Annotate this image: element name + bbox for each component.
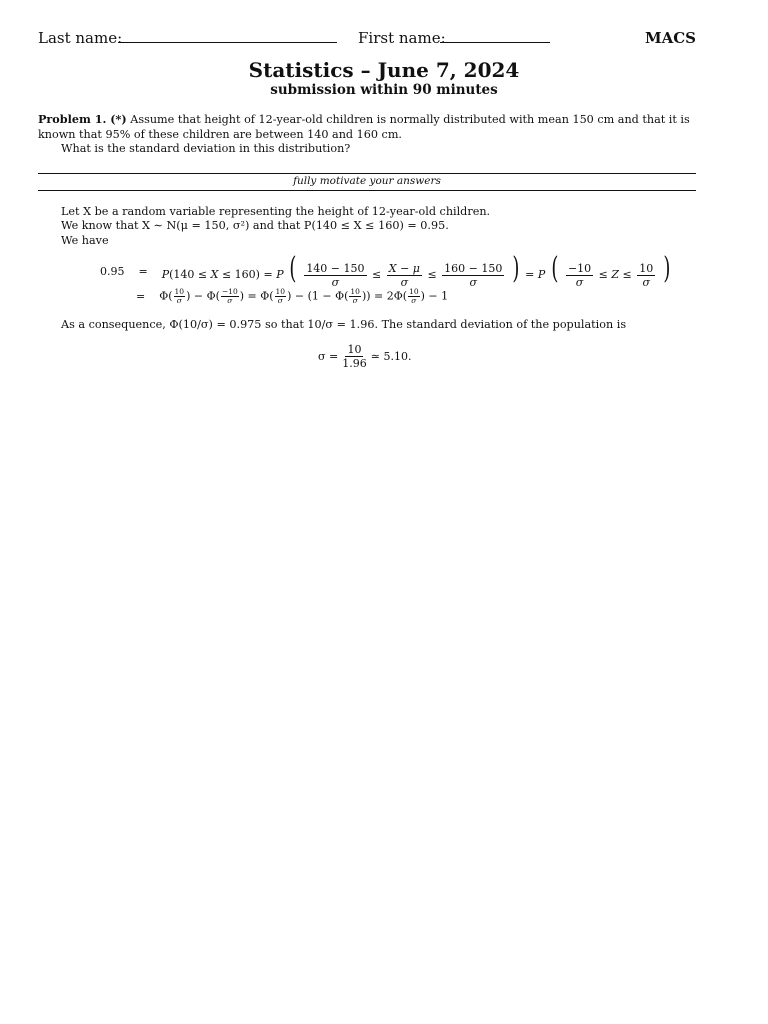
course-label: MACS [644, 29, 696, 47]
eq2-equals: = [136, 290, 146, 303]
page-subtitle: submission within 90 minutes [270, 82, 498, 98]
motivate-note: fully motivate your answers [293, 175, 441, 187]
solution-line-2: We know that X ∼ N(μ = 150, σ²) and that P(140 ≤ X ≤ 160) = 0.95. [61, 219, 449, 232]
result-equation [318, 343, 411, 370]
page-title: Statistics – June 7, 2024 [248, 58, 520, 82]
solution-line-3: We have [61, 234, 109, 247]
problem-statement [38, 112, 698, 157]
equation-line-1 [100, 251, 672, 289]
divider-top [38, 173, 696, 174]
result-fraction [340, 343, 369, 370]
last-name-label: Last name: [38, 29, 123, 47]
eq1-expression: P(140 ≤ X ≤ 160) = P ( $\frac{140 - 150}{\sigma}$ ≤ $\frac{X - \mu}{\sigma}$ ≤ $\frac{160 - 150}{\sigma}$ ) = P ( $\frac{-10}{\sigma}$ ≤ Z ≤ $\frac{10}{\sigma}$ ) [161, 251, 671, 289]
first-name-field[interactable] [440, 42, 550, 43]
result-denominator: 1.96 [342, 357, 367, 370]
last-name-field[interactable] [118, 42, 337, 43]
eq1-equals: = [138, 264, 148, 278]
result-numerator: 10 [347, 343, 362, 356]
eq1-lhs: 0.95 [100, 264, 125, 278]
problem-question: What is the standard deviation in this distribution? [61, 142, 351, 155]
eq2-expression: Φ( $\frac{10}{\sigma}$ ) − Φ( $\frac{-10}{\sigma}$ ) = Φ( $\frac{10}{\sigma}$ ) − (1 − Φ( $\frac{10}{\sigma}$ )) = 2Φ( $\frac{10}{\sigma}$ ) − 1 [159, 287, 449, 305]
first-name-label: First name: [358, 29, 446, 47]
solution-consequence: As a consequence, Φ(10/σ) = 0.975 so that 10/σ = 1.96. The standard deviation of the population is [61, 318, 627, 331]
result-rhs: ≃ 5.10. [370, 350, 412, 363]
problem-text: Assume that height of 12-year-old children is normally distributed with mean 150 cm and that it is known that 95% of these children are between 140 and 160 cm. [38, 113, 690, 141]
equation-line-2 [136, 288, 448, 305]
header [38, 29, 696, 49]
divider-bottom [38, 190, 696, 191]
solution-line-1: Let X be a random variable representing the height of 12-year-old children. [61, 205, 491, 218]
problem-label: Problem 1. (*) [38, 112, 127, 126]
result-lhs: σ = [318, 350, 339, 363]
